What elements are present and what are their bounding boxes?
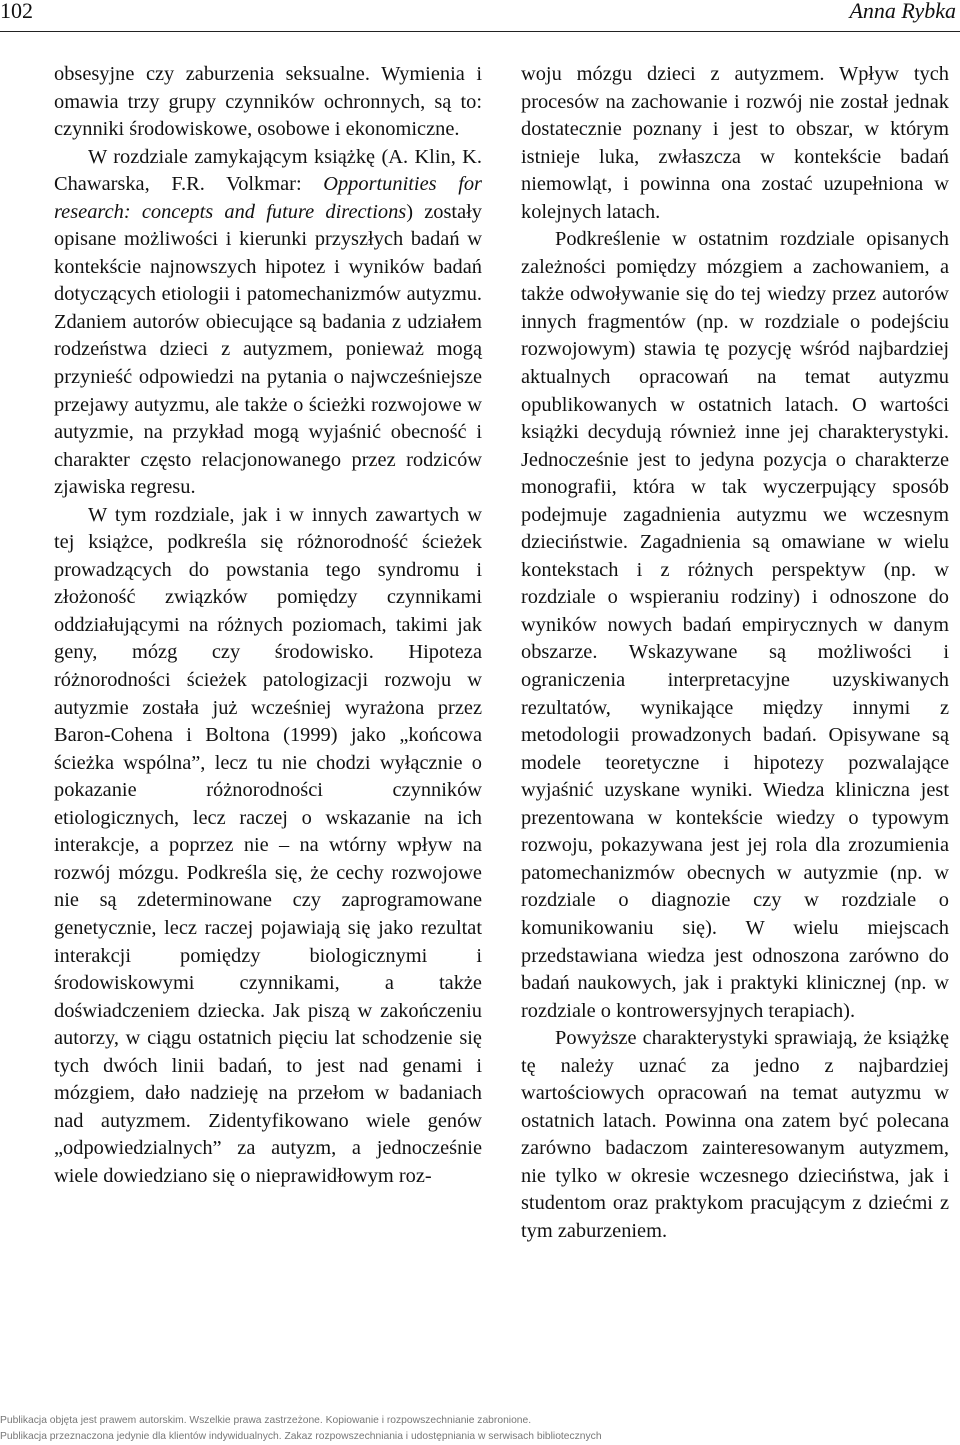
left-paragraph-2-start: W rozdziale zamykającym książkę (A. Klin, K. Chawarska, F.R. Volkmar: <box>54 145 482 196</box>
left-column <box>54 61 482 1190</box>
copyright-footer <box>0 1413 960 1445</box>
footer-line-2: Publikacja przeznaczona jedynie dla klientów indywidualnych. Zakaz rozpowszechniania i udostępniania w serwisach bibliotecznych <box>0 1431 602 1442</box>
page-number: 102 <box>0 0 33 23</box>
left-paragraph-3: W tym rozdziale, jak i w innych zawartych w tej książce, podkreśla się różnorodność ścieżek prowadzących do powstania tego syndromu i złożoność związków pomiędzy czynnikami oddziałującymi na różnych poziomach, takimi jak geny, mózg czy środowisko. Hipoteza różnorodności ścieżek patologizacji rozwoju w autyzmie została już wcześniej wyrażona przez Baron-Cohena i Boltona (1999) jako „końcowa ścieżka wspólna”, lecz tu nie chodzi wyłącznie o pokazanie różnorodności czynników etiologicznych, lecz raczej o wskazanie na ich interakcje, a poprzez nie – na wtórny wpływ na rozwój mózgu. Podkreśla się, że cechy rozwojowe nie są zdeterminowane czy zaprogramowane genetycznie, lecz raczej pojawiają się jako rezultat interakcji pomiędzy biologicznymi i środowiskowymi czynnikami, a także doświadczeniem dziecka. Jak piszą w zakończeniu autorzy, w ciągu ostatnich pięciu lat schodzenie się tych dwóch linii badań, to jest nad genami i mózgiem, dało nadzieję na przełom w badaniach nad autyzmem. Zidentyfikowano wiele genów „odpowiedzialnych” za autyzm, a jednocześnie wiele dowiedziano się o nieprawidłowym roz- <box>54 503 482 1187</box>
right-paragraph-2: Podkreślenie w ostatnim rozdziale opisanych zależności pomiędzy mózgiem a zachowaniem, a także odwoływanie się do tej wiedzy przez autorów innych fragmentów (np. w rozdziale o podejściu rozwojowym) stawia tę pozycję wśród najbardziej aktualnych opracowań na temat autyzmu opublikowanych w ostatnich latach. O wartości książki decydują również inne jej charakterystyki. Jednocześnie jest to jedyna pozycja o charakterze monografii, która w tak wyczerpujący sposób podejmuje zagadnienia autyzmu we wczesnym dzieciństwie. Zagadnienia są omawiane w wielu kontekstach i z różnych perspektyw (np. w rozdziale o wspieraniu rodziny) i odnoszone do wyników nowych badań empirycznych w danym obszarze. Wskazywane są możliwości i ograniczenia interpretacyjne uzyskiwanych rezultatów, wynikające między innymi z metodologii prowadzonych badań. Opisywane są modele teoretyczne i hipotezy pozwalające wyjaśnić uzyskane wyniki. Wiedza kliniczna jest prezentowana w kontekście wiedzy o typowym rozwoju, pokazywana jest jej rola dla zrozumienia patomechanizmów obecnych w autyzmie (np. w rozdziale o diagnozie czy w rozdziale o komunikowaniu się). W wielu miejscach przedstawiana wiedza jest odnoszona zarówno do badań naukowych, jak i praktyki klinicznej (np. w rozdziale o kontrowersyjnych terapiach). <box>521 228 949 1022</box>
right-column <box>521 61 949 1246</box>
running-head-author: Anna Rybka <box>849 0 956 23</box>
left-paragraph-1: obsesyjne czy zaburzenia seksualne. Wymienia i omawia trzy grupy czynników ochronnych, są to: czynniki środowiskowe, osobowe i ekonomiczne. <box>54 63 482 141</box>
footer-line-1: Publikacja objęta jest prawem autorskim. Wszelkie prawa zastrzeżone. Kopiowanie i rozpowszechnianie zabronione. <box>0 1415 532 1426</box>
right-paragraph-1: woju mózgu dzieci z autyzmem. Wpływ tych procesów na zachowanie i rozwój nie został jednak dostatecznie poznany i jest to obszar, w którym istnieje luka, zwłaszcza w kontekście badań niemowląt, i powinna ona zostać uzupełniona w kolejnych latach. <box>521 63 949 223</box>
header-rule <box>0 31 960 32</box>
chapter-title-italic: Opportunities for research: concepts and future directions <box>54 173 482 223</box>
left-paragraph-2 <box>54 144 482 502</box>
page-header <box>0 0 960 33</box>
right-paragraph-3: Powyższe charakterystyki sprawiają, że książkę tę należy uznać za jedno z najbardziej wartościowych opracowań na temat autyzmu w ostatnich latach. Powinna ona zatem być polecana zarówno badaczom zainteresowanym autyzmem, nie tylko w okresie wczesnego dzieciństwa, jak i studentom oraz praktykom pracującym z dziećmi z tym zaburzeniem. <box>521 1027 949 1242</box>
left-paragraph-2-rest: ) zostały opisane możliwości i kierunki przyszłych badań w kontekście najnowszych hipotez i wyników badań dotyczących etiologii i patomechanizmów autyzmu. Zdaniem autorów obiecujące są badania z udziałem rodzeństwa dzieci z autyzmem, ponieważ mogą przynieść odpowiedzi na pytania o najwcześniejsze przejawy autyzmu, ale także o ścieżki rozwojowe w autyzmie, na przykład mogą wyjaśnić obecność i charakter często relacjonowanego przez rodziców zjawiska regresu. <box>54 200 482 499</box>
